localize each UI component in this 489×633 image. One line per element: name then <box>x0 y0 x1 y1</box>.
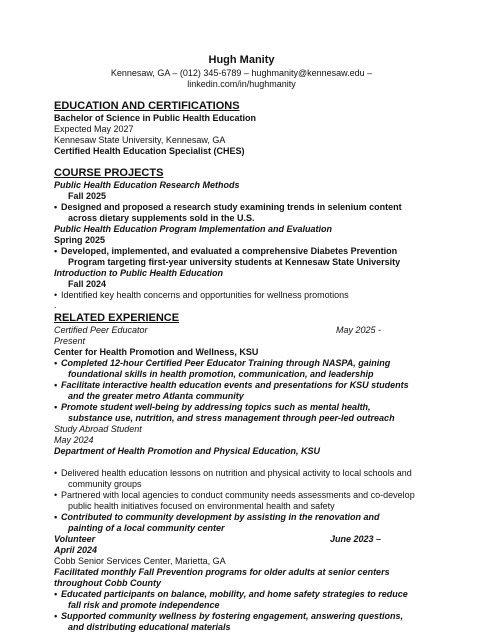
resume-name: Hugh Manity <box>208 54 275 66</box>
bullet-text-cont: community groups <box>68 479 142 489</box>
projects-heading: COURSE PROJECTS <box>54 167 164 179</box>
bullet: • <box>54 512 58 522</box>
project-title: Public Health Education Program Implementation and Evaluation <box>54 224 333 234</box>
bullet-text-cont: substance use, nutrition, and stress management through peer-led outreach <box>68 413 395 423</box>
bullet: • <box>54 490 58 500</box>
job-org: Cobb Senior Services Center, Marietta, GA <box>54 556 226 566</box>
bullet: • <box>54 380 58 390</box>
bullet-text-cont: public health initiatives focused on environmental health and safety <box>68 501 335 511</box>
contact-line-linkedin: linkedin.com/in/hughmanity <box>187 79 296 89</box>
list-item <box>54 611 429 633</box>
project-term: Fall 2025 <box>68 191 107 201</box>
list-item <box>54 402 429 424</box>
job-org: Center for Health Promotion and Wellness, KSU <box>54 347 259 357</box>
bullet-text-cont: foundational skills in health promotion, communication, and leadership <box>68 369 374 379</box>
list-item <box>54 246 429 268</box>
project-title: Introduction to Public Health Education <box>54 268 223 278</box>
bullet-text: Educated participants on balance, mobility, and home safety strategies to reduce <box>61 589 408 599</box>
bullet-text: Developed, implemented, and evaluated a comprehensive Diabetes Prevention <box>61 246 398 256</box>
job-description <box>54 567 429 589</box>
bullet-text: Partnered with local agencies to conduct community needs assessments and co-develop <box>61 490 415 500</box>
education-section <box>54 100 429 157</box>
bullet-text: Completed 12-hour Certified Peer Educator Training through NASPA, gaining <box>61 358 391 368</box>
bullet-text: Promote student well-being by addressing topics such as mental health, <box>61 402 371 412</box>
experience-section <box>54 312 429 633</box>
job-role: Volunteer <box>54 534 96 544</box>
bullet-text-cont: across dietary supplements sold in the U.S. <box>68 213 255 223</box>
bullet-text: Supported community wellness by fostering engagement, answering questions, <box>61 611 404 621</box>
job-header <box>54 534 429 545</box>
expected-graduation: Expected May 2027 <box>54 124 134 134</box>
stray-dot: . <box>54 300 57 310</box>
bullet: • <box>54 358 58 368</box>
education-heading: EDUCATION AND CERTIFICATIONS <box>54 100 240 112</box>
bullet-text-cont: fall risk and promote independence <box>68 600 220 610</box>
list-item <box>54 468 429 490</box>
spacer <box>54 457 429 468</box>
list-item <box>54 380 429 402</box>
bullet-text-cont: painting of a local community center <box>68 523 225 533</box>
bullet: • <box>54 402 58 412</box>
bullet-text-cont: and distributing educational materials <box>68 622 231 632</box>
certification: Certified Health Education Specialist (CHES) <box>54 146 245 156</box>
list-item <box>54 512 429 534</box>
job-dates-cont: April 2024 <box>54 545 98 555</box>
list-item <box>54 290 429 301</box>
description-line: throughout Cobb County <box>54 578 161 588</box>
job-dates: June 2023 – <box>329 534 381 544</box>
degree: Bachelor of Science in Public Health Education <box>54 113 257 123</box>
bullet-text-cont: Program targeting first-year university students at Kennesaw State University <box>68 257 401 267</box>
bullet: • <box>54 202 58 212</box>
job-dates: May 2025 - <box>335 325 381 335</box>
bullet-text: Delivered health education lessons on nutrition and physical activity to local schools and <box>61 468 412 478</box>
list-item <box>54 202 429 224</box>
job-role: Study Abroad Student <box>54 424 142 434</box>
bullet-text: Identified key health concerns and opportunities for wellness promotions <box>61 290 349 300</box>
list-item <box>54 589 429 611</box>
bullet-text: Facilitate interactive health education events and presentations for KSU students <box>61 380 409 390</box>
bullet: • <box>54 611 58 621</box>
description-line: Facilitated monthly Fall Prevention programs for older adults at senior centers <box>54 567 390 577</box>
job-dates: May 2024 <box>54 435 94 445</box>
job-role: Certified Peer Educator <box>54 325 148 335</box>
bullet-text: Designed and proposed a research study examining trends in selenium content <box>61 202 402 212</box>
contact-line: Kennesaw, GA – (012) 345-6789 – hughmanity@kennesaw.edu – <box>110 68 373 78</box>
experience-heading: RELATED EXPERIENCE <box>54 312 180 324</box>
project-term: Spring 2025 <box>54 235 106 245</box>
school: Kennesaw State University, Kennesaw, GA <box>54 135 226 145</box>
bullet: • <box>54 468 58 478</box>
list-item <box>54 490 429 512</box>
bullet-text-cont: and the greater metro Atlanta community <box>68 391 244 401</box>
bullet: • <box>54 290 58 300</box>
project-term: Fall 2024 <box>68 279 107 289</box>
job-header <box>54 325 429 336</box>
job-org: Department of Health Promotion and Physical Education, KSU <box>54 446 321 456</box>
bullet: • <box>54 246 58 256</box>
bullet: • <box>54 589 58 599</box>
list-item <box>54 358 429 380</box>
project-title: Public Health Education Research Methods <box>54 180 240 190</box>
bullet-text: Contributed to community development by assisting in the renovation and <box>61 512 380 522</box>
projects-section <box>54 167 429 301</box>
job-dates-cont: Present <box>54 336 86 346</box>
